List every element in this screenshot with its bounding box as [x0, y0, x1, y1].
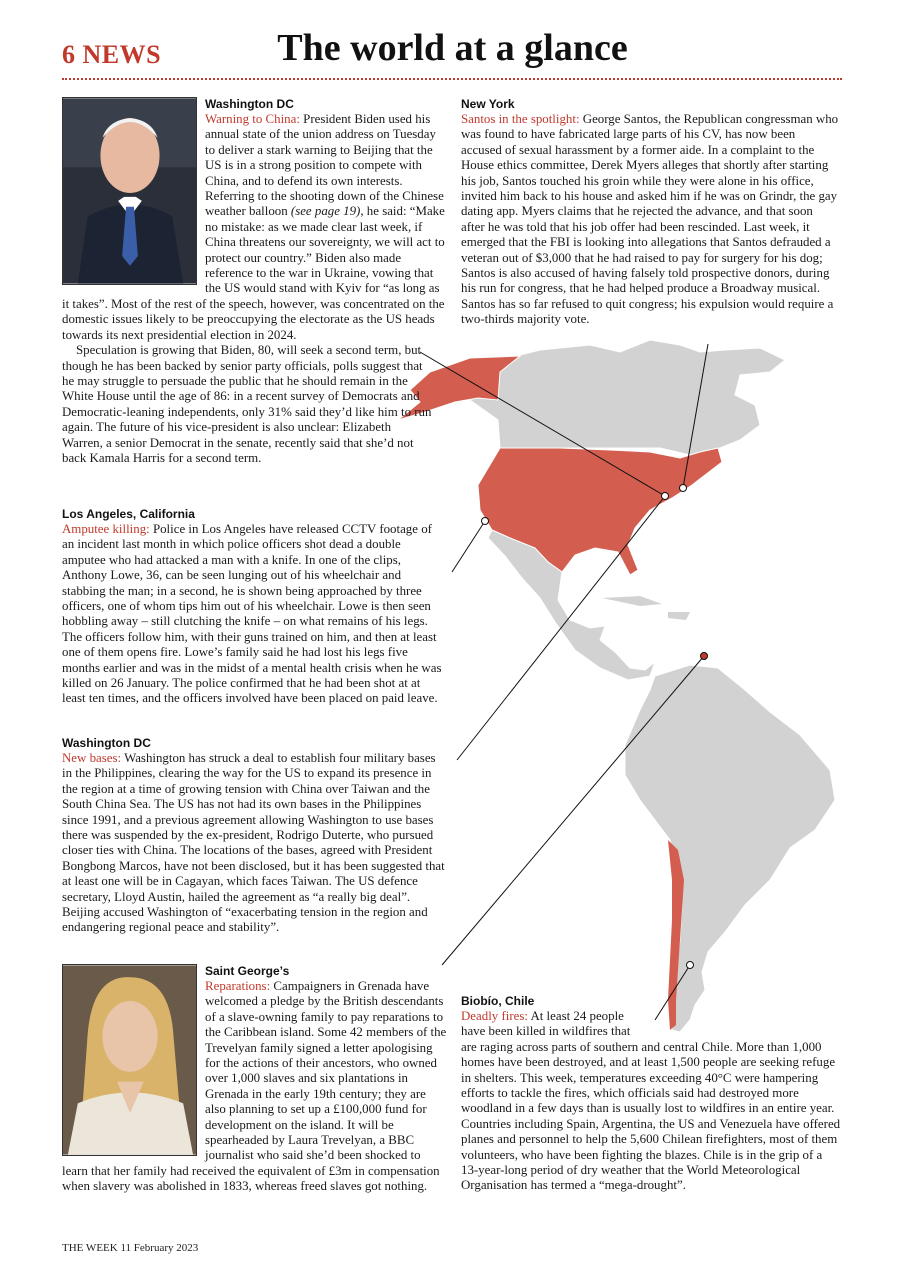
story-text: President Biden used his annual state of the union address on Tuesday to deliver a stark warning to Beijing that the US is in a strong position to compete with China, and to defend its own interests. Referring to the shooting down of the Chinese weather balloon: [205, 112, 444, 219]
location-label: Washington DC: [205, 97, 294, 111]
section-label: 6 NEWS: [62, 40, 162, 69]
story-kicker: Warning to China:: [205, 112, 300, 126]
story-body: [62, 522, 447, 707]
location-label: Washington DC: [62, 736, 151, 750]
page-reference: (see page 19): [290, 204, 361, 219]
story-washington-china: [62, 97, 447, 466]
location-label: New York: [461, 97, 515, 111]
location-label: Los Angeles, California: [62, 507, 195, 521]
story-body: [62, 751, 447, 936]
story-kicker: Santos in the spotlight:: [461, 112, 580, 126]
story-kicker: Reparations:: [205, 979, 271, 993]
story-paragraph-2: Speculation is growing that Biden, 80, will seek a second term, but though he has been backed by senior party officials, polls suggest that he may struggle to persuade the public that he should remain in the White House until the age of 86: in a recent survey of Democrats and Democratic-leaning independents, only 31% said they’d like him to run again. The future of his vice-president is also unclear: Elizabeth Warren, a senior Democrat in the senate, recently said that she’d not back Kamala Harris for a second term.: [62, 343, 432, 465]
marker-washington: [662, 493, 669, 500]
story-body: [461, 112, 839, 328]
story-text: At least 24 people have been killed in wildfires that are raging across parts of southern and central Chile. More than 1,000 homes have been destroyed, and at least 1,500 people are seeking refuge in shelters. This week, temperatures exceeding 40°C were hampering efforts to tackle the fires, which officials said had destroyed more woodland in a few days than is usually lost to wildfires in an entire year. Countries including Spain, Argentina, the US and Venezuela have offered planes and personnel to help the 5,600 Chilean firefighters, most of them volunteers, who have been fighting the blazes. Chile is in the grip of a 13-year-long period of dry weather that the World Meteorological Organisation has termed a “mega-drought”.: [461, 1009, 841, 1193]
location-label: Saint George’s: [205, 964, 290, 978]
story-biobio: [461, 994, 841, 1194]
south-america-shape: [625, 665, 835, 1032]
story-text: Washington has struck a deal to establish four military bases in the Philippines, clearing the way for the US to expand its presence in the region at a time of growing tension with China over Taiwan and the South China Sea. The US has not had its own bases in the Philippines since 1991, and a previous agreement allowing Washington to use bases there was suspended by the ex-president, Rodrigo Duterte, who pursued closer ties with China. The locations of the bases, agreed with President Bongbong Marcos, have not been disclosed, but it has been suggested that at least one will be in Cagayan, which faces Taiwan. The US defence secretary, Lloyd Austin, hailed the agreement as “a really big deal”. Beijing accused Washington of “exacerbating tension in the region and endangering regional peace and stability”.: [62, 751, 445, 935]
story-text-continued: , he said: “Make no mistake: as we made clear last week, if China threatens our sovereignty, we will act to protect our country.” Biden also made reference to the war in Ukraine, vowing that the US would stand with Kyiv for “as long as it takes”. Most of the rest of the speech, however, was concentrated on the domestic issues likely to be preoccupying the electorate as the US heads towards its next presidential election in 2024.: [62, 204, 445, 342]
story-kicker: Amputee killing:: [62, 522, 150, 536]
story-kicker: Deadly fires:: [461, 1009, 528, 1023]
story-text: Campaigners in Grenada have welcomed a pledge by the British descendants of a slave-owning family to pay reparations to the Caribbean island. Some 42 members of the Trevelyan family signed a letter apologising for the actions of their ancestors, who owned over 1,000 slaves and six plantations in Grenada in the early 19th century; they are also planning to set up a £100,000 fund for development on the island. It will be spearheaded by Laura Trevelyan, a BBC journalist who said she’d been shocked to learn that her family had received the equivalent of £3m in compensation when slavery was abolished in 1833, whereas freed slaves got nothing.: [62, 979, 447, 1194]
story-kicker: New bases:: [62, 751, 122, 765]
story-new-york: [461, 97, 839, 328]
marker-saintgeorges: [701, 653, 708, 660]
page-footer: THE WEEK 11 February 2023: [62, 1242, 199, 1254]
caribbean-shape: [602, 596, 690, 620]
marker-biobio: [687, 962, 694, 969]
marker-losangeles: [482, 518, 489, 525]
page-title: The world at a glance: [277, 27, 628, 69]
story-new-bases: [62, 736, 447, 936]
story-los-angeles: [62, 507, 447, 707]
map-wrap-spacer: [646, 994, 841, 1038]
location-label: Biobío, Chile: [461, 994, 535, 1008]
connector-losangeles: [452, 521, 485, 572]
story-text: George Santos, the Republican congressman who was found to have fabricated large parts of his CV, has now been accused of sexual harassment by a former aide. In a complaint to the House ethics committee, Derek Myers alleges that shortly after starting his job, Santos touched his groin while they were alone in his office, invited him back to his house and asked him if he was on Grindr, the gay dating app. Myers claims that he rejected the advance, and that soon after he was told that his job offer had been rescinded. Last week, it emerged that the FBI is looking into allegations that Santos defrauded a veteran out of $3,000 that he had raised to pay for surgery for his dog; Santos is also accused of having falsely told prospective donors, during his run for congress, that he had helped produce a Broadway musical. Santos has so far refused to quit congress; his expulsion would require a two-thirds majority vote.: [461, 112, 839, 327]
story-saint-georges: [62, 964, 447, 1195]
marker-newyork: [680, 485, 687, 492]
trevelyan-photo: [62, 964, 197, 1156]
story-text: Police in Los Angeles have released CCTV footage of an incident last month in which police officers shot dead a double amputee who had attacked a man with a knife. In one of the clips, Anthony Lowe, 36, can be seen lunging out of his wheelchair and stabbing the man; in a second, he is shown being approached by three officers, one of whom tips him out of his wheelchair. Lowe is then seen hobbling away – still clutching the knife – on what remains of his legs. The officers follow him, with their guns trained on him, and then at least one of them opens fire. Lowe’s family said he had lost his legs five months earlier and was in the midst of a mental health crisis when he was killed on 26 January. The police confirmed that he had been shot at at least ten times, and the officers involved have been placed on paid leave.: [62, 522, 442, 706]
biden-photo: [62, 97, 197, 285]
